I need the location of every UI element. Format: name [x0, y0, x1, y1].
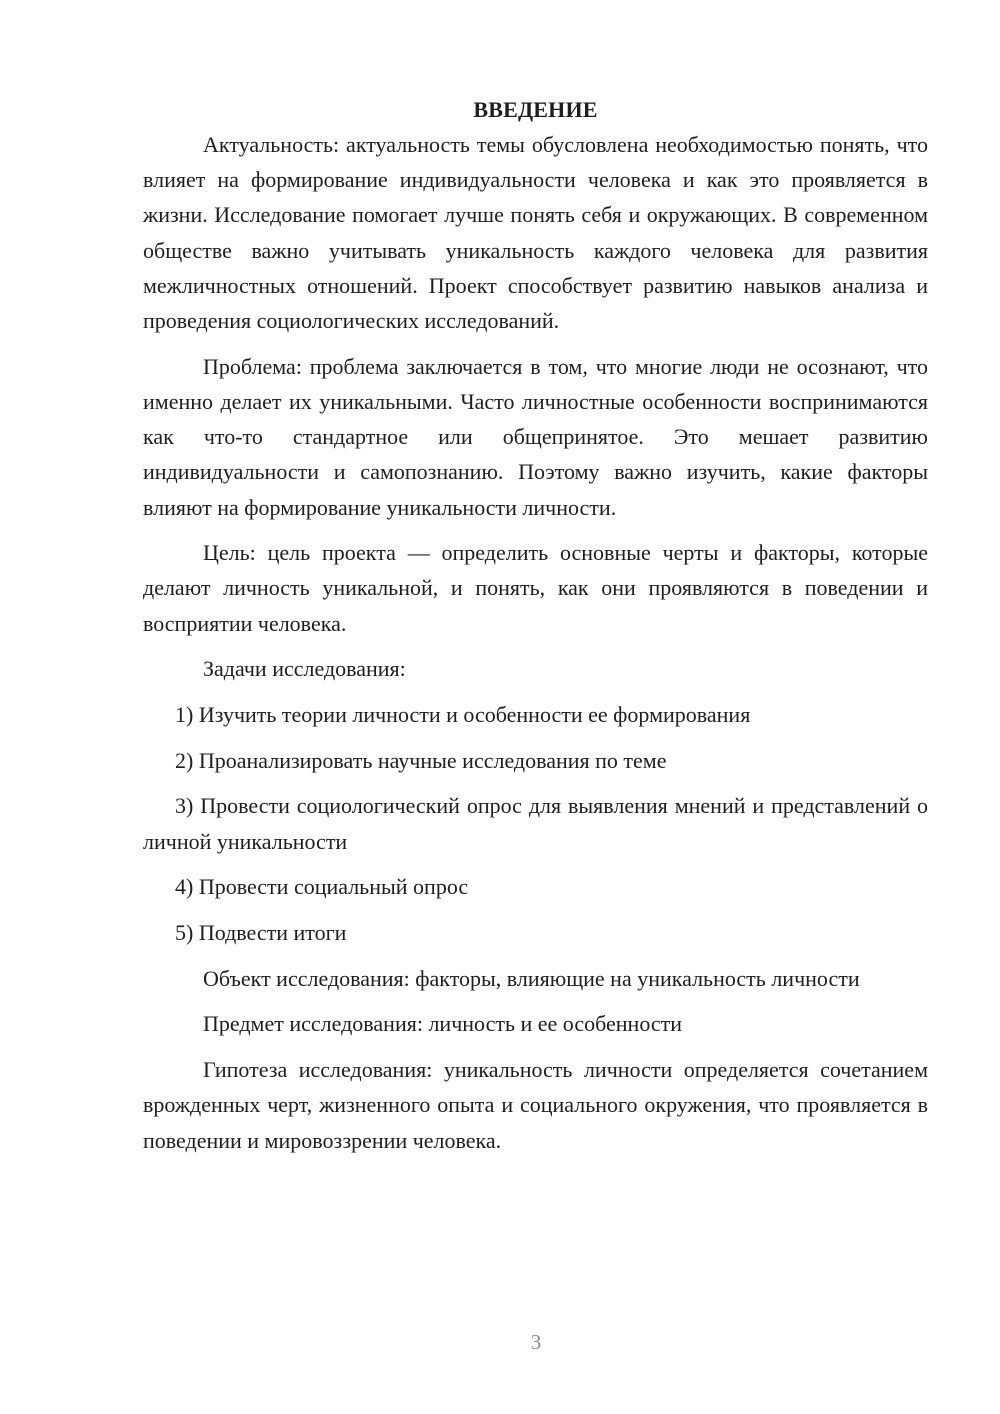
paragraph-relevance: Актуальность: актуальность темы обусловлена необходимостью понять, что влияет на формирование индивидуальности человека и как это проявляется в жизни. Исследование помогает лучше понять себя и окружающих. В современном обществе важно учитывать уникальность каждого человека для развития межличностных отношений. Проект способствует развитию навыков анализа и проведения социологических исследований. — [143, 132, 928, 334]
paragraph-problem: Проблема: проблема заключается в том, что многие люди не осознают, что именно делает их уникальными. Часто личностные особенности воспринимаются как что-то стандартное или общепринятое. Это мешает развитию индивидуальности и самопознанию. Поэтому важно изучить, какие факторы влияют на формирование уникальности личности. — [143, 353, 928, 520]
task-item: 4) Провести социальный опрос — [175, 874, 469, 900]
paragraph-tasks-heading: Задачи исследования: — [203, 656, 406, 682]
page-number: 3 — [530, 1330, 542, 1354]
task-item: 5) Подвести итоги — [175, 920, 347, 946]
document-page — [143, 92, 928, 1168]
document-title: ВВЕДЕНИЕ — [473, 97, 598, 122]
paragraph-subject: Предмет исследования: личность и ее особенности — [203, 1011, 683, 1037]
task-item: 3) Провести социологический опрос для выявления мнений и представлений о личной уникальности — [143, 793, 928, 854]
task-item: 1) Изучить теории личности и особенности ее формирования — [175, 702, 751, 728]
paragraph-goal: Цель: цель проекта — определить основные черты и факторы, которые делают личность уникальной, и понять, как они проявляются в поведении и восприятии человека. — [143, 540, 928, 636]
paragraph-hypothesis: Гипотеза исследования: уникальность личности определяется сочетанием врожденных черт, жизненного опыта и социального окружения, что проявляется в поведении и мировоззрении человека. — [143, 1057, 928, 1153]
task-item: 2) Проанализировать научные исследования по теме — [175, 747, 667, 773]
paragraph-object: Объект исследования: факторы, влияющие на уникальность личности — [203, 965, 860, 991]
